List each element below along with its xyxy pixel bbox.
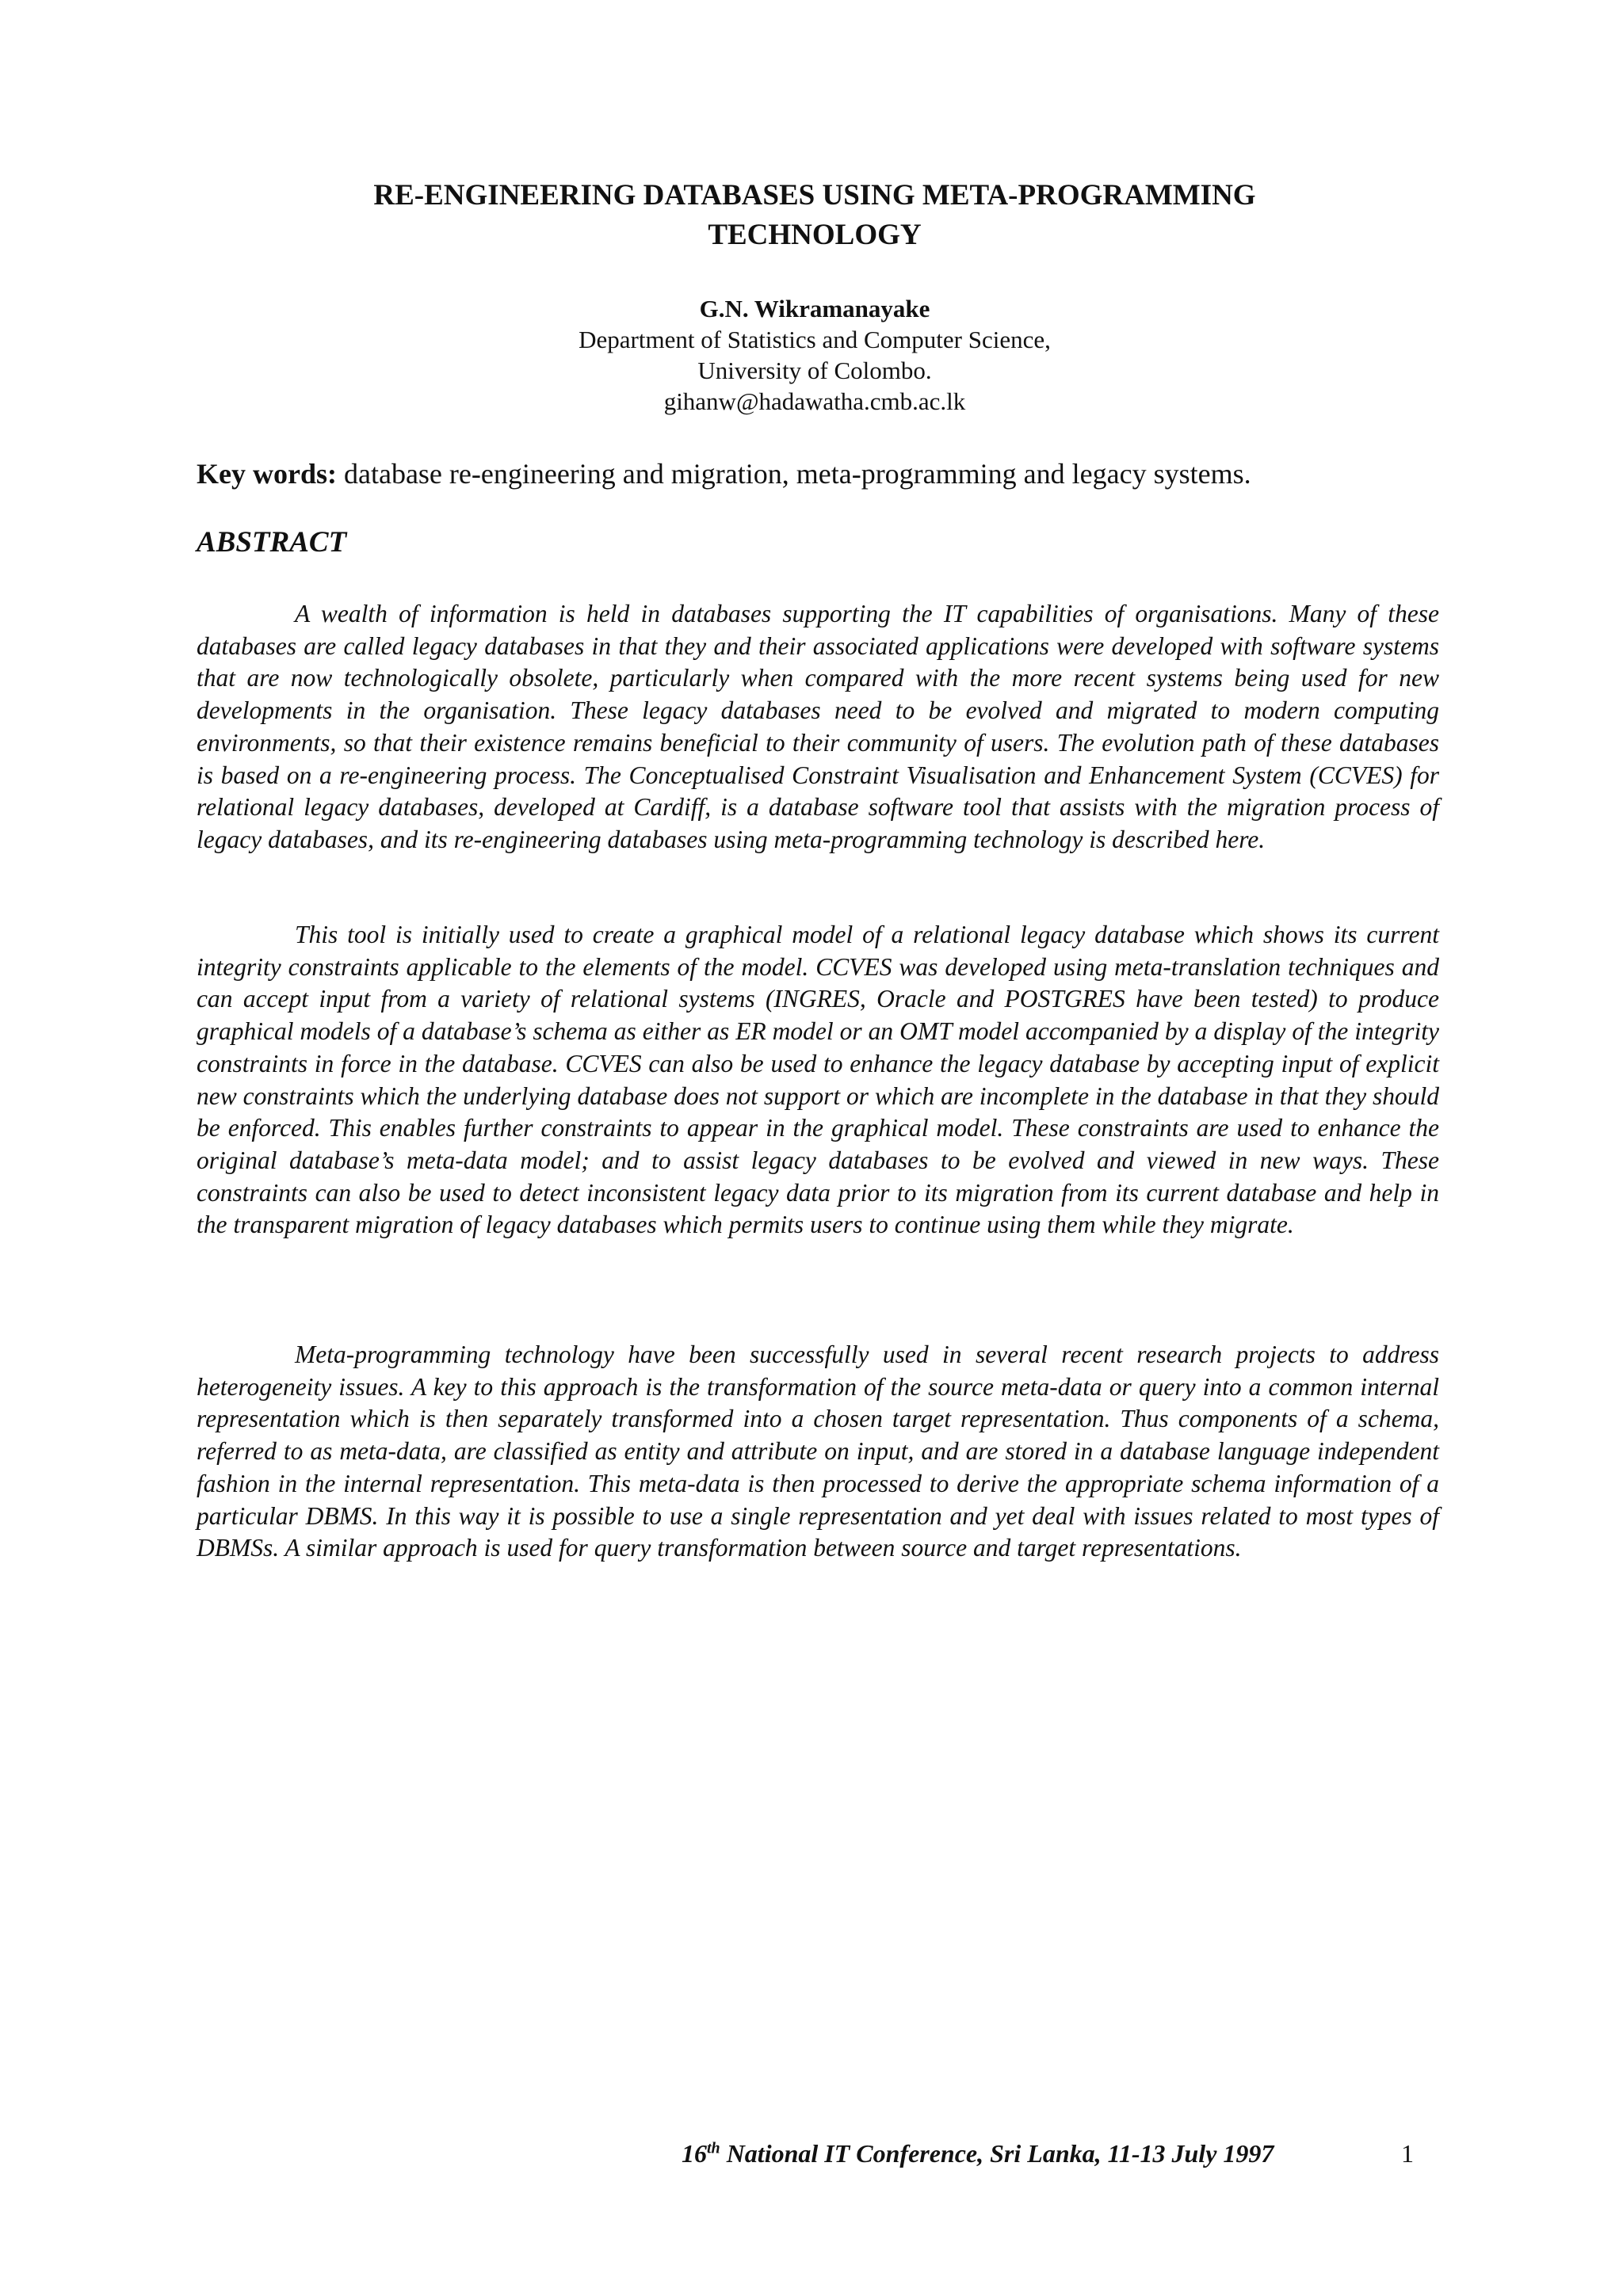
abstract-paragraph-3 (197, 1339, 1439, 1565)
author-block (197, 293, 1433, 417)
author-university: University of Colombo. (697, 357, 932, 384)
abstract-heading: ABSTRACT (197, 526, 347, 559)
conference-footer (682, 2139, 1274, 2168)
keywords-label: Key words: (197, 458, 337, 490)
abstract-paragraph-3-text: Meta-programming technology have been successfully used in several recent research projects to address heterogeneity issues. A key to this approach is the transformation of the source meta-data or query into a common internal representation which is then separately transformed into a chosen target representation. Thus components of a schema, referred to as meta-data, are classified as entity and attribute on input, and are stored in a database language independent fashion in the internal representation. This meta-data is then processed to derive the appropriate schema information of a particular DBMS. In this way it is possible to use a single representation and yet deal with issues related to most types of DBMSs. A similar approach is used for query transformation between source and target representations. (197, 1341, 1439, 1562)
author-email: gihanw@hadawatha.cmb.ac.lk (663, 387, 966, 415)
title-line-1: RE-ENGINEERING DATABASES USING META-PROGRAMMING (373, 179, 1256, 212)
author-name: G.N. Wikramanayake (699, 295, 930, 322)
keywords-text: database re-engineering and migration, meta-programming and legacy systems. (336, 458, 1251, 490)
abstract-paragraph-2 (197, 919, 1439, 1241)
abstract-paragraph-1-text: A wealth of information is held in databases supporting the IT capabilities of organisations. Many of these databases are called legacy databases in that they and their associated applications were developed with software systems that are now technologically obsolete, particularly when compared with the more recent systems being used for new developments in the organisation. These legacy databases need to be evolved and migrated to modern computing environments, so that their existence remains beneficial to their community of users. The evolution path of these databases is based on a re-engineering process. The Conceptualised Constraint Visualisation and Enhancement System (CCVES) for relational legacy databases, developed at Cardiff, is a database software tool that assists with the migration process of legacy databases, and its re-engineering databases using meta-programming technology is described here. (197, 600, 1439, 853)
paper-title (197, 176, 1433, 255)
abstract-paragraph-1 (197, 598, 1439, 856)
author-department: Department of Statistics and Computer Science, (579, 326, 1051, 353)
abstract-paragraph-2-text: This tool is initially used to create a graphical model of a relational legacy database which shows its current integrity constraints applicable to the elements of the model. CCVES was developed using meta-translation techniques and can accept input from a variety of relational systems (INGRES, Oracle and POSTGRES have been tested) to produce graphical models of a database’s schema as either as ER model or an OMT model accompanied by a display of the integrity constraints in force in the database. CCVES can also be used to enhance the legacy database by accepting input of explicit new constraints which the underlying database does not support or which are incomplete in the database in that they should be enforced. This enables further constraints to appear in the graphical model. These constraints are used to enhance the original database’s meta-data model; and to assist legacy databases to be evolved and viewed in new ways. These constraints can also be used to detect inconsistent legacy data prior to its migration from its current database and help in the transparent migration of legacy databases which permits users to continue using them while they migrate. (197, 921, 1439, 1239)
title-line-2: TECHNOLOGY (708, 219, 922, 251)
footer-ordinal-number: 16 (682, 2139, 707, 2168)
page-number: 1 (1401, 2139, 1414, 2168)
footer-ordinal-suffix: th (707, 2139, 720, 2157)
keywords-line (197, 456, 1433, 492)
footer-conference-text: National IT Conference, Sri Lanka, 11-13 July 1997 (720, 2139, 1274, 2168)
